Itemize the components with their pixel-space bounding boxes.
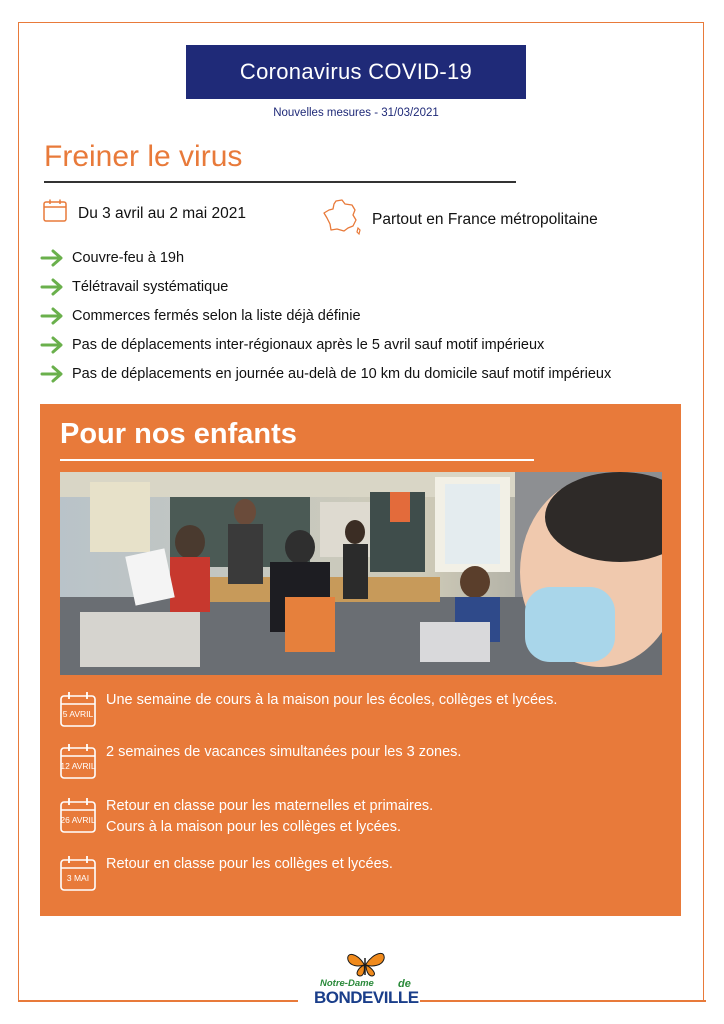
- schedule-item: [57, 690, 557, 728]
- measure-text: Couvre-feu à 19h: [72, 249, 185, 266]
- list-item: [40, 330, 611, 359]
- classroom-photo: [60, 472, 662, 675]
- list-item: [40, 359, 611, 388]
- list-item: [40, 301, 611, 330]
- schedule-text: [106, 690, 557, 711]
- measures-list: [40, 243, 611, 388]
- footer-rule-left: [18, 1000, 298, 1002]
- calendar-date-label: 3 MAI: [66, 873, 90, 883]
- footer-rule-right: [420, 1000, 706, 1002]
- schedule-text: [106, 796, 433, 838]
- section-heading-virus: Freiner le virus: [44, 140, 243, 173]
- measure-text: Télétravail systématique: [72, 278, 229, 295]
- logo-text: Notre-Dame: [320, 978, 374, 989]
- measure-text: Pas de déplacements inter-régionaux après le 5 avril sauf motif impérieux: [72, 336, 545, 353]
- schedule-line: Retour en classe pour les maternelles et primaires.: [106, 798, 434, 814]
- calendar-icon: [42, 198, 68, 229]
- calendar-date-label: 12 AVRIL: [60, 761, 96, 771]
- schedule-item: [57, 854, 393, 892]
- location-info: [322, 198, 598, 241]
- location-text: Partout en France métropolitaine: [372, 210, 598, 228]
- list-item: [40, 243, 611, 272]
- document-subtitle: Nouvelles mesures - 31/03/2021: [273, 107, 439, 119]
- children-panel: [40, 404, 681, 916]
- arrow-right-icon: [40, 365, 66, 383]
- schedule-text: [106, 854, 393, 875]
- panel-divider: [60, 459, 534, 461]
- document-title-text: Coronavirus COVID-19: [239, 59, 473, 84]
- measure-text: Pas de déplacements en journée au-delà de 10 km du domicile sauf motif impérieux: [72, 365, 612, 382]
- schedule-line: Retour en classe pour les collèges et lycées.: [106, 856, 393, 872]
- schedule-line: Une semaine de cours à la maison pour les écoles, collèges et lycées.: [106, 692, 558, 708]
- logo-text: de: [398, 978, 411, 990]
- section-divider: [44, 181, 516, 183]
- france-map-icon: [322, 198, 362, 241]
- document-title: [186, 45, 526, 99]
- measure-text: Commerces fermés selon la liste déjà définie: [72, 307, 361, 324]
- calendar-date-label: 5 AVRIL: [62, 709, 94, 719]
- calendar-icon: [57, 742, 99, 780]
- date-range-text: Du 3 avril au 2 mai 2021: [78, 204, 247, 222]
- schedule-item: [57, 742, 461, 780]
- calendar-icon: [57, 854, 99, 892]
- arrow-right-icon: [40, 249, 66, 267]
- schedule-text: [106, 742, 461, 763]
- date-range-info: [42, 198, 246, 229]
- schedule-item: [57, 796, 433, 838]
- logo-text: BONDEVILLE: [314, 988, 419, 1007]
- arrow-right-icon: [40, 278, 66, 296]
- calendar-icon: [57, 796, 99, 834]
- arrow-right-icon: [40, 336, 66, 354]
- calendar-icon: [57, 690, 99, 728]
- section-heading-children: Pour nos enfants: [60, 418, 297, 450]
- schedule-line: Cours à la maison pour les collèges et lycées.: [106, 819, 401, 835]
- calendar-date-label: 26 AVRIL: [60, 815, 96, 825]
- arrow-right-icon: [40, 307, 66, 325]
- butterfly-logo: [308, 950, 420, 1010]
- list-item: [40, 272, 611, 301]
- schedule-line: 2 semaines de vacances simultanées pour les 3 zones.: [106, 744, 462, 760]
